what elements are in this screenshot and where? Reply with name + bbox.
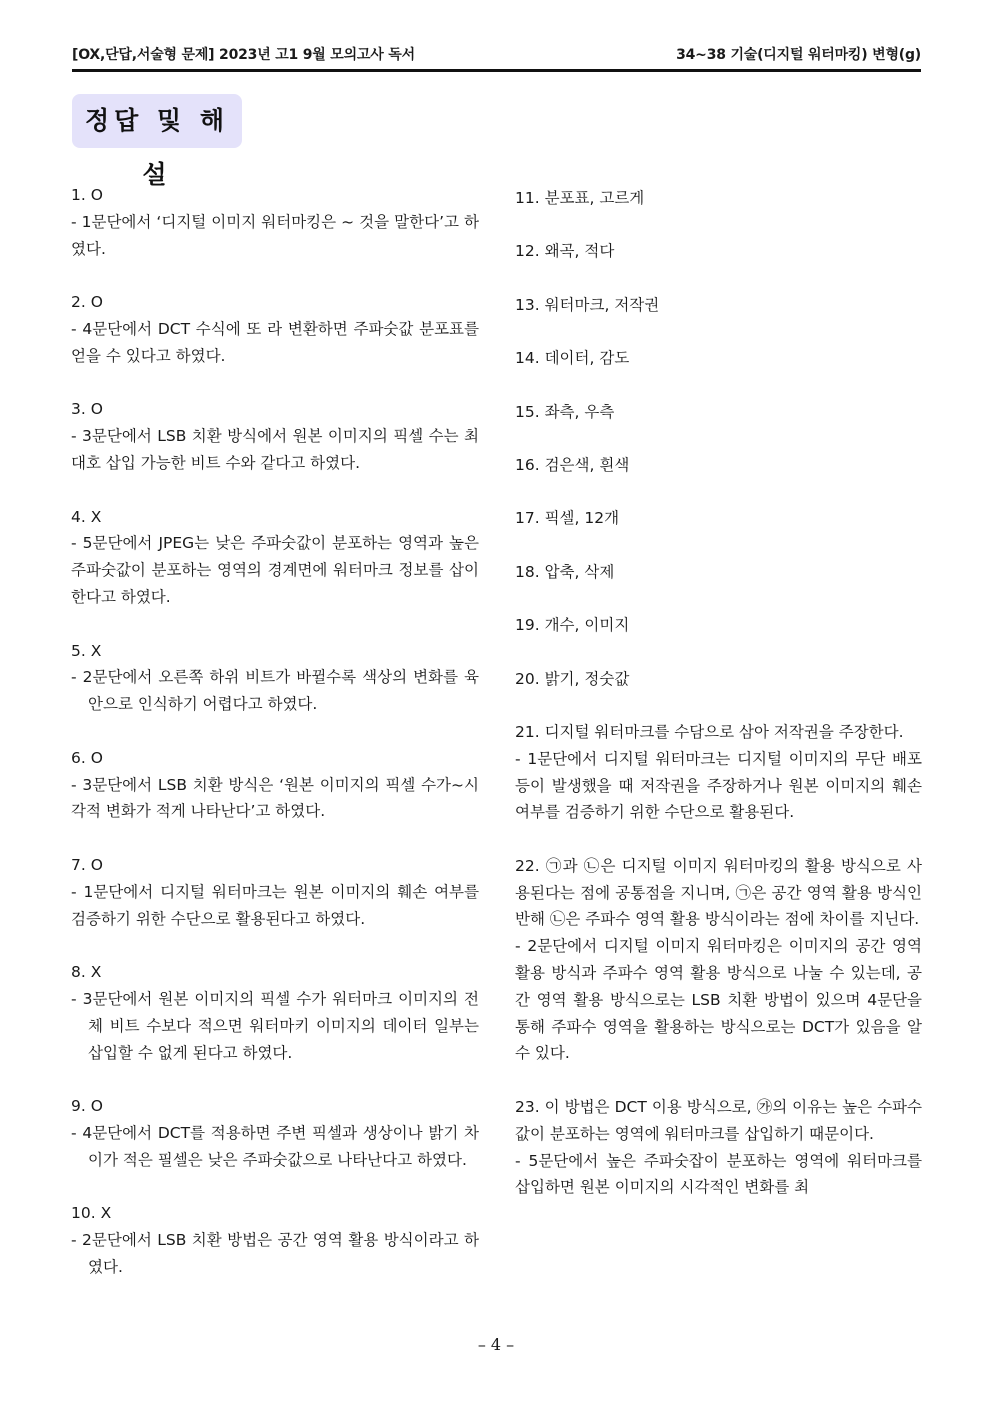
descriptive-answer [515, 853, 922, 1067]
short-answer: 13. 워터마크, 저작권 [515, 295, 660, 314]
short-answer: 17. 픽셀, 12개 [515, 509, 620, 528]
answer-number: 3. O [71, 400, 103, 419]
answer-item [71, 638, 479, 718]
short-answer: 18. 압축, 삭제 [515, 562, 615, 581]
answer-explanation: - 1문단에서 디지털 워터마크는 디지털 이미지의 무단 배포 등이 발생했을 때 저작권을 주장하거나 원본 이미지의 훼손 여부를 검증하기 위한 수단으로 활용된다. [515, 749, 922, 822]
answer-item [71, 504, 479, 611]
answer-number: 1. O [71, 186, 103, 204]
answer-number: 8. X [71, 963, 102, 982]
short-answer: 12. 왜곡, 적다 [515, 242, 615, 261]
answer-number: 21. 디지털 워터마크를 수담으로 삼아 저작권을 주장한다. [515, 722, 904, 741]
short-answer: 14. 데이터, 감도 [515, 349, 630, 368]
answer-explanation: - 5문단에서 JPEG는 낮은 주파숫값이 분포하는 영역과 높은 주파숫값이 분포하는 영역의 경계면에 워터마크 정보를 삽이한다고 하였다. [71, 534, 479, 606]
short-answer: 11. 분포표, 고르게 [515, 189, 645, 207]
answer-item [71, 1093, 479, 1173]
short-answer: 15. 좌측, 우측 [515, 402, 615, 421]
answer-explanation: - 4문단에서 DCT 수식에 또 라 변환하면 주파숫값 분포표를 얻을 수 있다고 하였다. [71, 319, 479, 365]
answer-explanation: - 2문단에서 LSB 치환 방법은 공간 영역 활용 방식이라고 하였다. [71, 1231, 479, 1276]
answer-item [71, 1200, 479, 1280]
answer-number: 7. O [71, 855, 103, 874]
answer-number: 23. 이 방법은 DCT 이용 방식으로, ㉮의 이유는 높은 수파수값이 분포하는 영역에 워터마크를 삽입하기 때문이다. [515, 1098, 922, 1143]
answer-item [71, 182, 479, 262]
header-divider [72, 69, 921, 72]
answer-explanation: - 5문단에서 높은 주파숫잡이 분포하는 영역에 워터마크를 삽입하면 원본 이미지의 시각적인 변화를 최 [515, 1151, 922, 1197]
answer-item [71, 852, 479, 932]
answer-item [71, 396, 479, 476]
answer-number: 6. O [71, 748, 103, 767]
answer-number: 2. O [71, 293, 103, 312]
answer-number: 4. X [71, 507, 102, 526]
page-number: – 4 – [477, 1335, 515, 1354]
answer-item [71, 289, 479, 369]
header-left: [OX,단답,서술형 문제] 2023년 고1 9월 모의고사 독서 [72, 47, 415, 63]
short-answer: 20. 밝기, 정숫값 [515, 669, 630, 688]
answer-explanation: - 3문단에서 원본 이미지의 픽셀 수가 워터마크 이미지의 전체 비트 수보다 적으면 워터마키 이미지의 데이터 일부는 삽입할 수 없게 된다고 하였다. [71, 989, 479, 1062]
descriptive-answer [515, 1094, 922, 1201]
header-right: 34~38 기술(디지털 워터마킹) 변형(g) [676, 47, 921, 63]
answer-explanation: - 3문단에서 LSB 치환 방식은 ‘원본 이미지의 픽셀 수가~시각적 변화가 적게 나타난다’고 하였다. [71, 775, 479, 821]
short-answer: 16. 검은색, 흰색 [515, 455, 630, 474]
answer-explanation: - 2문단에서 오른쪽 하위 비트가 바뀔수록 색상의 변화를 육안으로 인식하기 어렵다고 하였다. [71, 668, 479, 714]
page-header [72, 44, 921, 64]
right-column [515, 185, 922, 1201]
descriptive-answer [515, 719, 922, 826]
answer-explanation: - 1문단에서 ‘디지털 이미지 워터마킹은 ~ 것을 말한다’고 하였다. [71, 212, 479, 258]
short-answer: 19. 개수, 이미지 [515, 616, 630, 635]
answer-number: 9. O [71, 1097, 103, 1116]
answer-explanation: - 4문단에서 DCT를 적용하면 주변 픽셀과 생상이나 밝기 차이가 적은 필셀은 낮은 주파숫값으로 나타난다고 하였다. [71, 1123, 479, 1169]
answer-explanation: - 2문단에서 디지털 이미지 워터마킹은 이미지의 공간 영역 활용 방식과 주파수 영역 활용 방식으로 나눌 수 있는데, 공간 영역 활용 방식으로는 LSB 치환 방법이 있으며 4문단을 통해 주파수 영역을 활용하는 방식으로는 DCT가 있음을 알 수 있다. [515, 937, 922, 1063]
answer-explanation: - 3문단에서 LSB 치환 방식에서 원본 이미지의 픽셀 수는 최대호 삽입 가능한 비트 수와 같다고 하였다. [71, 427, 479, 472]
section-title: 정답 및 해설 [72, 94, 242, 148]
answer-number: 5. X [71, 641, 102, 660]
answer-item [71, 959, 479, 1066]
answer-number: 10. X [71, 1204, 112, 1223]
left-column [71, 182, 479, 1281]
answer-number: 22. ㉠과 ㉡은 디지털 이미지 워터마킹의 활용 방식으로 사용된다는 점에 공통점을 지니며, ㉠은 공간 영역 활용 방식인 반해 ㉡은 주파수 영역 활용 방식이라는 점에 차이를 지닌다. [515, 856, 922, 929]
answer-explanation: - 1문단에서 디지털 워터마크는 원본 이미지의 훼손 여부를 검증하기 위한 수단으로 활용된다고 하였다. [71, 882, 479, 928]
answer-item [71, 745, 479, 825]
